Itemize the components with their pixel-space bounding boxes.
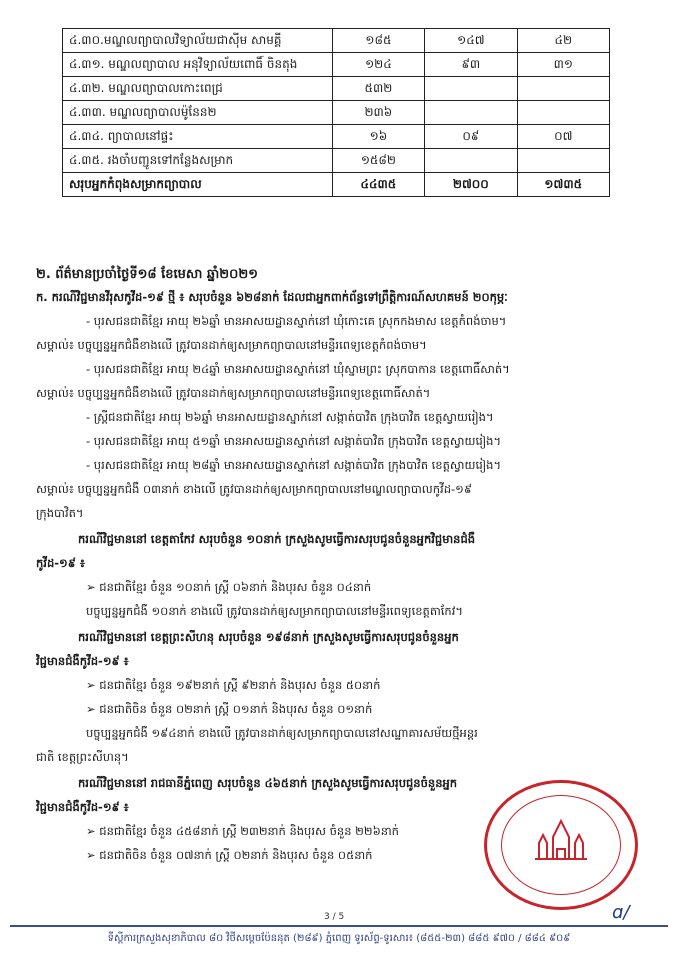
cell-value — [425, 149, 517, 173]
case-bullet: - បុរសជនជាតិខ្មែរ អាយុ ៥១ឆ្នាំ មានអាសយដ្ឋានស្នាក់នៅ សង្កាត់បាវិត ក្រុងបាវិត ខេត្តស្វាយរៀង។ — [86, 434, 502, 448]
table-row — [63, 101, 610, 125]
cell-value — [517, 77, 609, 101]
row-label: ៤.៣១. មណ្ឌលព្យាបាល អនុវិទ្យាល័យពោធិ៍ ចិនតុង — [63, 53, 333, 77]
cell-value: ០៩ — [425, 125, 517, 149]
row-label: ៤.៣០.មណ្ឌលព្យាបាលវិទ្យាល័យជាស៊ីម សាមគ្គី — [63, 29, 333, 53]
angkor-temple-icon — [531, 815, 591, 863]
cell-value — [425, 101, 517, 125]
cell-value — [425, 77, 517, 101]
cell-value: ៣១ — [517, 53, 609, 77]
row-label: ៤.៣២. មណ្ឌលព្យាបាលកោះពេជ្រ — [63, 77, 333, 101]
takeo-item: ➢ ជនជាតិខ្មែរ ចំនួន ១០នាក់ ស្ត្រី ០៦នាក់ និងបុរស ចំនួន ០៤នាក់ — [86, 580, 372, 594]
official-stamp — [484, 780, 638, 910]
sihanouk-item: ➢ ជនជាតិខ្មែរ ចំនួន ១៩២នាក់ ស្ត្រី ៩២នាក់ និងបុរស ចំនួន ៥០នាក់ — [86, 678, 381, 692]
case-bullet: - បុរសជនជាតិខ្មែរ អាយុ ២៤ឆ្នាំ មានអាសយដ្ឋានស្នាក់នៅ ឃុំស្នាមព្រះ ស្រុកបាកាន ខេត្តពោធិ៍សាត់។ — [86, 362, 510, 376]
cell-value: ៤២ — [517, 29, 609, 53]
phnompenh-heading: ករណីវិជ្ជមាននៅ រាជធានីភ្នំពេញ សរុបចំនួន ៤៦៥នាក់ ក្រសួងសូមធ្វើការសរុបជូនចំនួនអ្នក — [78, 776, 458, 790]
cell-value: ១២៤ — [332, 53, 424, 77]
page-number: 3 / 5 — [324, 912, 345, 922]
case-bullet: - បុរសជនជាតិខ្មែរ អាយុ ២៦ឆ្នាំ មានអាសយដ្ឋានស្នាក់នៅ ឃុំកោះគេ ស្រុកកងមាស ខេត្តកំពង់ចាម។ — [86, 314, 507, 328]
row-label: ៤.៣៥. រងចាំបញ្ជូនទៅកន្លែងសម្រាក — [63, 149, 333, 173]
row-label: ៤.៣៤. ព្យាបាលនៅផ្ទះ — [63, 125, 333, 149]
sihanouk-heading: ករណីវិជ្ជមាននៅ ខេត្តព្រះសីហនុ សរុបចំនួន ១៩៨នាក់ ក្រសួងសូមធ្វើការសរុបជូនចំនួនអ្នក — [78, 630, 459, 644]
section-heading: ២. ព័ត៌មានប្រចាំថ្ងៃទី១៨ ខែមេសា ឆ្នាំ២០២១ — [36, 267, 259, 282]
cell-value: ១៤៧ — [425, 29, 517, 53]
case-note: សម្គាល់៖ បច្ចុប្បន្នអ្នកជំងឺខាងលើ ត្រូវបានដាក់ឲ្យសម្រាកព្យាបាលនៅមន្ទីរពេទ្យខេត្តពោធិ៍សាត់។ — [36, 386, 431, 400]
footer-address: ទីស្តីការក្រសួងសុខាភិបាល ៨០ វិថីសម្តេចប៉ែននុត (២៨៩) ភ្នំពេញ ទូរស័ព្ទ-ទូរសារ៖ (៨៥៥-២៣) ៨៨៥ ៩៧០ / ៨៨៤ ៩០៩ — [10, 925, 668, 946]
takeo-heading-cont: កូវីដ-១៩ ៖ — [36, 556, 85, 570]
case-note: សម្គាល់៖ បច្ចុប្បន្នអ្នកជំងឺ ០៣នាក់ ខាងលើ ត្រូវបានដាក់ឲ្យសម្រាកព្យាបាលនៅមណ្ឌលព្យាបាលកូវីដ-១៩ — [36, 482, 472, 496]
sihanouk-note-cont: ជាតិ ខេត្តព្រះសីហនុ។ — [36, 750, 129, 764]
intro-paragraph: ក. ករណីវិជ្ជមានវីរុសកូវីដ-១៩ ថ្មី ៖ សរុបចំនួន ៦២៨នាក់ ដែលជាអ្នកពាក់ព័ន្ធទៅព្រឹត្តិការណ៍សហគមន៍ ២០កុម្ភៈ — [36, 290, 508, 304]
cell-value — [517, 149, 609, 173]
treatment-center-table — [62, 28, 610, 197]
phnompenh-item: ➢ ជនជាតិខ្មែរ ចំនួន ៤៥៨នាក់ ស្ត្រី ២៣២នាក់ និងបុរស ចំនួន ២២៦នាក់ — [86, 824, 399, 838]
cell-value: ៩៣ — [425, 53, 517, 77]
table-row — [63, 125, 610, 149]
sihanouk-item: ➢ ជនជាតិចិន ចំនួន ០២នាក់ ស្ត្រី ០១នាក់ និងបុរស ចំនួន ០១នាក់ — [86, 702, 373, 716]
row-label: ៤.៣៣. មណ្ឌលព្យាបាលម៉ូនែន២ — [63, 101, 333, 125]
case-bullet: - បុរសជនជាតិខ្មែរ អាយុ ២៨ឆ្នាំ មានអាសយដ្ឋានស្នាក់នៅ សង្កាត់បាវិត ក្រុងបាវិត ខេត្តស្វាយរៀង។ — [86, 458, 502, 472]
sihanouk-note: បច្ចុប្បន្នអ្នកជំងឺ ១៩៤នាក់ ខាងលើ ត្រូវបានដាក់ឲ្យសម្រាកព្យាបាលនៅសណ្ឋាគារសម័យថ្មីអន្តរ — [86, 726, 478, 740]
table-row — [63, 29, 610, 53]
case-note: សម្គាល់៖ បច្ចុប្បន្នអ្នកជំងឺខាងលើ ត្រូវបានដាក់ឲ្យសម្រាកព្យាបាលនៅមន្ទីរពេទ្យខេត្តកំពង់ចាម។ — [36, 338, 427, 352]
table-total-row — [63, 173, 610, 197]
table-row — [63, 149, 610, 173]
case-note-cont: ក្រុងបាវិត។ — [36, 506, 84, 520]
takeo-note: បច្ចុប្បន្នអ្នកជំងឺ ១០នាក់ ខាងលើ ត្រូវបានដាក់ឲ្យសម្រាកព្យាបាលនៅមន្ទីរពេទ្យខេត្តតាកែវ។ — [86, 604, 463, 618]
phnompenh-item: ➢ ជនជាតិចិន ចំនួន ០៧នាក់ ស្ត្រី ០២នាក់ និងបុរស ចំនួន ០៥នាក់ — [86, 848, 373, 862]
total-label: សរុបអ្នកកំពុងសម្រាកព្យាបាល — [63, 173, 333, 197]
signature-mark: ɑ/ — [612, 902, 630, 923]
cell-value: ១៦ — [332, 125, 424, 149]
case-bullet: - ស្ត្រីជនជាតិខ្មែរ អាយុ ២៦ឆ្នាំ មានអាសយដ្ឋានស្នាក់នៅ សង្កាត់បាវិត ក្រុងបាវិត ខេត្តស្វាយរៀង។ — [86, 410, 494, 424]
phnompenh-heading-cont: វិជ្ជមានជំងឺកូវីដ-១៩ ៖ — [36, 800, 129, 814]
total-value: ១៧៣៥ — [517, 173, 609, 197]
cell-value: ១៨៥ — [332, 29, 424, 53]
cell-value: ៥៣២ — [332, 77, 424, 101]
cell-value: ២៣៦ — [332, 101, 424, 125]
cell-value: ០៧ — [517, 125, 609, 149]
total-value: ៤៤៣៥ — [332, 173, 424, 197]
total-value: ២៧០០ — [425, 173, 517, 197]
cell-value: ១៥៨២ — [332, 149, 424, 173]
table-row — [63, 53, 610, 77]
table-row — [63, 77, 610, 101]
sihanouk-heading-cont: វិជ្ជមានជំងឺកូវីដ-១៩ ៖ — [36, 654, 129, 668]
cell-value — [517, 101, 609, 125]
takeo-heading: ករណីវិជ្ជមាននៅ ខេត្តតាកែវ សរុបចំនួន ១០នាក់ ក្រសួងសូមធ្វើការសរុបជូនចំនួនអ្នកវិជ្ជមានជំងឺ — [78, 532, 476, 546]
